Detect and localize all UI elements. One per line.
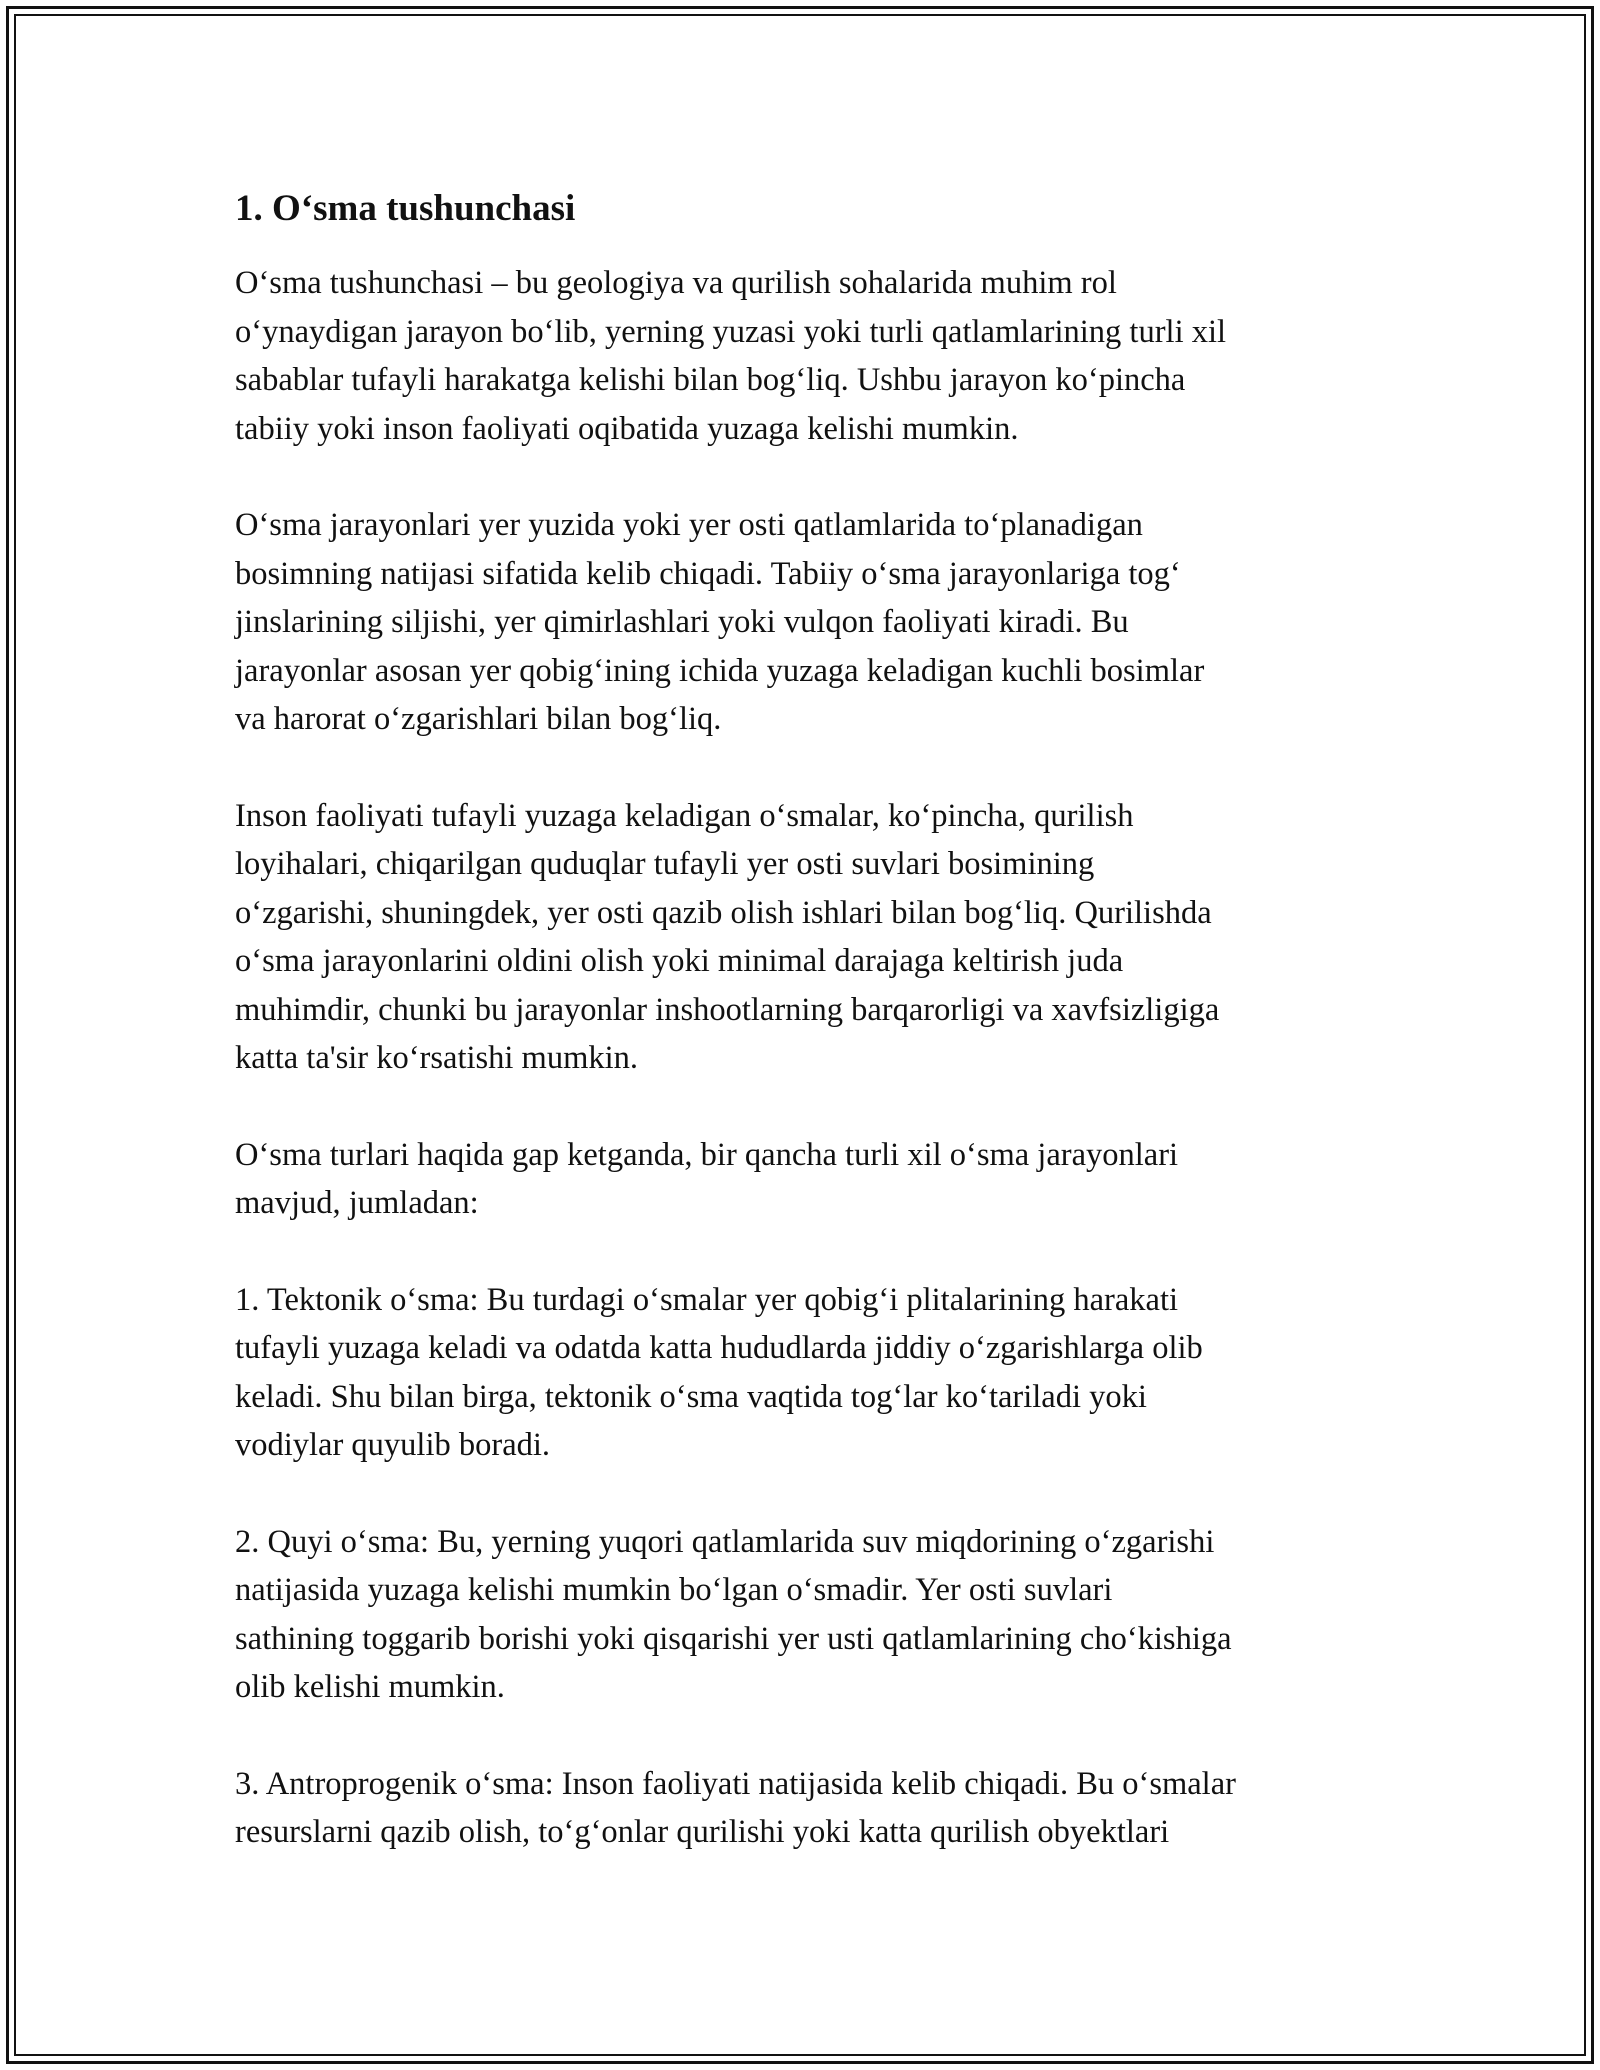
section-heading: 1. O‘sma tushunchasi: [235, 188, 576, 229]
paragraph-natural-causes: O‘sma jarayonlari yer yuzida yoki yer osti qatlamlarida to‘planadigan bosimning natijasi sifatida kelib chiqadi. Tabiiy o‘sma jarayonlariga tog‘ jinslarining siljishi, yer qimirlashlari yoki vulqon faoliyati kiradi. Bu jarayonlar asosan yer qobig‘ining ichida yuzaga keladigan kuchli bosimlar va harorat o‘zgarishlari bilan bog‘liq.: [235, 507, 1205, 737]
paragraph-types-intro: O‘sma turlari haqida gap ketganda, bir qancha turli xil o‘sma jarayonlari mavjud, jumladan:: [235, 1136, 1179, 1221]
paragraph-definition: O‘sma tushunchasi – bu geologiya va qurilish sohalarida muhim rol o‘ynaydigan jarayon bo‘lib, yerning yuzasi yoki turli qatlamlarining turli xil sabablar tufayli harakatga kelishi bilan bog‘liq. Ushbu jarayon ko‘pincha tabiiy yoki inson faoliyati oqibatida yuzaga kelishi mumkin.: [235, 265, 1227, 447]
list-item-lower: 2. Quyi o‘sma: Bu, yerning yuqori qatlamlarida suv miqdorining o‘zgarishi natijasida yuzaga kelishi mumkin bo‘lgan o‘smadir. Yer osti suvlari sathining toggarib borishi yoki qisqarishi yer usti qatlamlarining cho‘kishiga olib kelishi mumkin.: [235, 1523, 1232, 1705]
list-item-anthropogenic: 3. Antroprogenik o‘sma: Inson faoliyati natijasida kelib chiqadi. Bu o‘smalar resurslarni qazib olish, to‘g‘onlar qurilishi yoki katta qurilish obyektlari: [235, 1765, 1236, 1850]
document-body: [235, 185, 1385, 1857]
list-item-tectonic: 1. Tektonik o‘sma: Bu turdagi o‘smalar yer qobig‘i plitalarining harakati tufayli yuzaga keladi va odatda katta hududlarda jiddiy o‘zgarishlarga olib keladi. Shu bilan birga, tektonik o‘sma vaqtida tog‘lar ko‘tariladi yoki vodiylar quyulib boradi.: [235, 1281, 1203, 1463]
paragraph-human-causes: Inson faoliyati tufayli yuzaga keladigan o‘smalar, ko‘pincha, qurilish loyihalari, chiqarilgan quduqlar tufayli yer osti suvlari bosimining o‘zgarishi, shuningdek, yer osti qazib olish ishlari bilan bog‘liq. Qurilishda o‘sma jarayonlarini oldini olish yoki minimal darajaga keltirish juda muhimdir, chunki bu jarayonlar inshootlarning barqarorligi va xavfsizligiga katta ta'sir ko‘rsatishi mumkin.: [235, 797, 1220, 1076]
